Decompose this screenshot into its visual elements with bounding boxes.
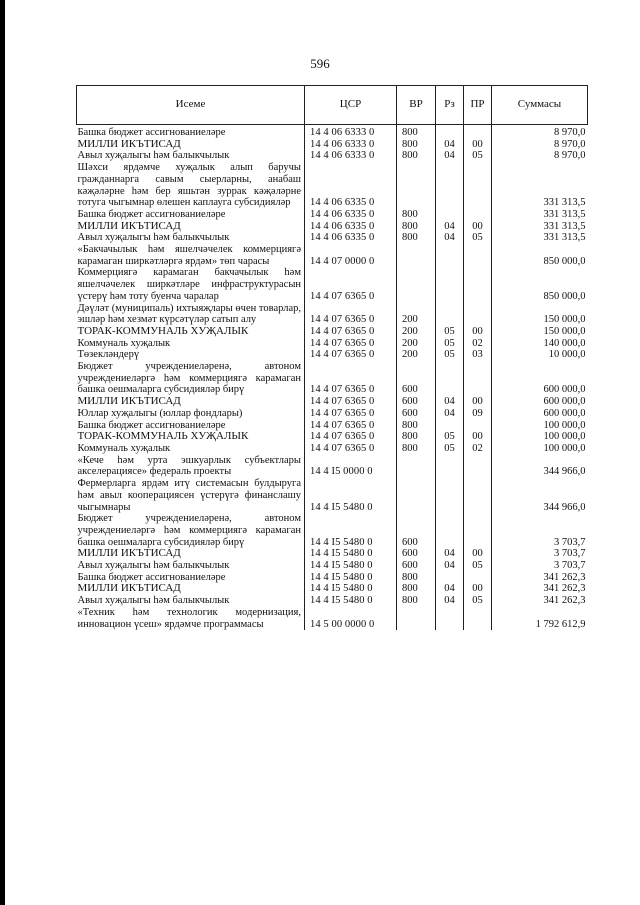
row-pr-code: 00: [464, 583, 492, 595]
row-rz-code: 04: [436, 560, 464, 572]
row-vr-code: 200: [397, 349, 436, 361]
row-name: Башка бюджет ассигнованиеләре: [77, 571, 226, 583]
page-number: 596: [310, 56, 330, 71]
row-amount: 150 000,0: [492, 326, 588, 338]
table-row: [77, 408, 588, 420]
table-row: [77, 595, 588, 607]
row-csr-code: 14 4 06 6335 0: [305, 162, 397, 209]
table-row: [77, 548, 588, 560]
row-csr-code: 14 4 06 6333 0: [305, 150, 397, 162]
row-csr-code: 14 4 I5 5480 0: [305, 583, 397, 595]
table-row: [77, 267, 588, 302]
row-amount: 8 970,0: [492, 139, 588, 151]
row-amount: 100 000,0: [492, 420, 588, 432]
row-csr-code: 14 4 07 6365 0: [305, 267, 397, 302]
row-name: МИЛЛИ ИКЪТИСАД: [77, 582, 181, 595]
table-row: [77, 162, 588, 209]
table-row: [77, 150, 588, 162]
row-name: Авыл хуҗалыгы һәм балыкчылык: [77, 560, 230, 572]
row-rz-code: 05: [436, 443, 464, 455]
row-vr-code: [397, 478, 436, 513]
row-csr-code: 14 4 07 6365 0: [305, 338, 397, 350]
row-amount: 100 000,0: [492, 431, 588, 443]
table-row: [77, 139, 588, 151]
row-name: «Бакчачылык һәм яшелчәчелек коммерциягә карамаган ширкәтләргә ярдәм» төп чарасы: [77, 244, 301, 267]
row-name: «Кече һәм урта эшкуарлык субъектлары акселерациясе» федераль проекты: [77, 454, 301, 478]
row-pr-code: 03: [464, 349, 492, 361]
row-rz-code: [436, 361, 464, 396]
row-rz-code: [436, 420, 464, 432]
row-vr-code: 600: [397, 396, 436, 408]
row-pr-code: [464, 162, 492, 209]
row-rz-code: 04: [436, 396, 464, 408]
row-csr-code: 14 4 I5 5480 0: [305, 513, 397, 548]
row-name: Башка бюджет ассигнованиеләре: [77, 127, 226, 138]
row-name: Башка бюджет ассигнованиеләре: [77, 208, 226, 220]
row-amount: 3 703,7: [492, 548, 588, 560]
row-pr-code: [464, 244, 492, 267]
row-pr-code: 05: [464, 595, 492, 607]
row-name: Авыл хуҗалыгы һәм балыкчылык: [77, 232, 230, 244]
row-vr-code: 800: [397, 443, 436, 455]
row-amount: 600 000,0: [492, 396, 588, 408]
column-header-sum: Суммасы: [492, 86, 588, 125]
row-vr-code: 800: [397, 139, 436, 151]
row-amount: 331 313,5: [492, 209, 588, 221]
row-csr-code: 14 4 06 6335 0: [305, 209, 397, 221]
table-row: [77, 326, 588, 338]
row-name: «Техник һәм технологик модернизация, инновацион үсеш» ярдәмче программасы: [77, 606, 301, 630]
row-amount: 331 313,5: [492, 162, 588, 209]
row-rz-code: 04: [436, 548, 464, 560]
table-row: [77, 232, 588, 244]
row-name: ТОРАК-КОММУНАЛЬ ХУҖАЛЫК: [77, 324, 249, 337]
row-pr-code: 00: [464, 326, 492, 338]
table-row: [77, 209, 588, 221]
row-name: МИЛЛИ ИКЪТИСАД: [77, 219, 181, 232]
row-vr-code: 600: [397, 361, 436, 396]
row-amount: 331 313,5: [492, 221, 588, 233]
row-name: Авыл хуҗалыгы һәм балыкчылык: [77, 150, 230, 162]
row-pr-code: [464, 361, 492, 396]
row-vr-code: 600: [397, 548, 436, 560]
row-pr-code: [464, 303, 492, 326]
row-amount: 600 000,0: [492, 408, 588, 420]
row-name: МИЛЛИ ИКЪТИСАД: [77, 547, 181, 560]
row-rz-code: [436, 607, 464, 630]
table-body: [77, 125, 588, 631]
row-vr-code: 200: [397, 338, 436, 350]
row-rz-code: [436, 267, 464, 302]
row-pr-code: [464, 607, 492, 630]
table-row: [77, 349, 588, 361]
row-amount: 341 262,3: [492, 595, 588, 607]
row-amount: 600 000,0: [492, 361, 588, 396]
row-rz-code: 04: [436, 221, 464, 233]
row-csr-code: 14 4 07 6365 0: [305, 443, 397, 455]
row-vr-code: 600: [397, 513, 436, 548]
row-csr-code: 14 4 06 6335 0: [305, 232, 397, 244]
row-rz-code: [436, 244, 464, 267]
budget-table: [76, 85, 588, 630]
row-name: МИЛЛИ ИКЪТИСАД: [77, 395, 181, 408]
row-vr-code: 800: [397, 420, 436, 432]
row-csr-code: 14 4 07 6365 0: [305, 349, 397, 361]
table-row: [77, 560, 588, 572]
table-row: [77, 396, 588, 408]
row-rz-code: [436, 513, 464, 548]
table-row: [77, 583, 588, 595]
row-pr-code: 00: [464, 548, 492, 560]
row-pr-code: [464, 513, 492, 548]
row-csr-code: 14 4 06 6335 0: [305, 221, 397, 233]
row-name: Фермерларга ярдәм итү системасын булдыруга һәм авыл кооперациясен үстерүгә финанслашу чыгымнары: [77, 478, 301, 513]
row-amount: 344 966,0: [492, 478, 588, 513]
row-vr-code: 800: [397, 209, 436, 221]
row-pr-code: 00: [464, 221, 492, 233]
row-csr-code: 14 4 07 6365 0: [305, 420, 397, 432]
row-csr-code: 14 4 I5 5480 0: [305, 548, 397, 560]
row-vr-code: 600: [397, 408, 436, 420]
row-amount: 850 000,0: [492, 267, 588, 302]
row-rz-code: [436, 125, 464, 139]
row-pr-code: 09: [464, 408, 492, 420]
row-rz-code: [436, 572, 464, 584]
row-name: Юллар хуҗалыгы (юллар фондлары): [77, 407, 243, 419]
row-pr-code: 02: [464, 443, 492, 455]
row-pr-code: [464, 572, 492, 584]
row-name: Төзекләндерү: [77, 349, 140, 361]
row-name: Бюджет учреждениеләренә, автоном учреждениеләргә һәм коммерциягә карамаган башка оешмаларга субсидияләр бирү: [77, 513, 301, 548]
table-row: [77, 244, 588, 267]
row-pr-code: 05: [464, 560, 492, 572]
row-csr-code: 14 4 07 6365 0: [305, 326, 397, 338]
table-row: [77, 221, 588, 233]
row-rz-code: 04: [436, 408, 464, 420]
row-vr-code: [397, 244, 436, 267]
column-header-name: Исеме: [77, 86, 305, 125]
row-vr-code: 800: [397, 125, 436, 139]
row-vr-code: 800: [397, 221, 436, 233]
row-csr-code: 14 5 00 0000 0: [305, 607, 397, 630]
row-amount: 850 000,0: [492, 244, 588, 267]
row-rz-code: 04: [436, 595, 464, 607]
row-vr-code: [397, 267, 436, 302]
table-row: [77, 303, 588, 326]
row-pr-code: 05: [464, 232, 492, 244]
row-vr-code: 600: [397, 560, 436, 572]
column-header-pr: ПР: [464, 86, 492, 125]
page-binding-edge: [0, 0, 5, 905]
row-csr-code: 14 4 I5 5480 0: [305, 560, 397, 572]
row-csr-code: 14 4 I5 5480 0: [305, 595, 397, 607]
row-csr-code: 14 4 07 6365 0: [305, 396, 397, 408]
table-row: [77, 607, 588, 630]
row-csr-code: 14 4 07 6365 0: [305, 303, 397, 326]
row-pr-code: [464, 478, 492, 513]
row-rz-code: [436, 478, 464, 513]
row-vr-code: [397, 162, 436, 209]
row-vr-code: 800: [397, 431, 436, 443]
row-csr-code: 14 4 07 6365 0: [305, 431, 397, 443]
row-amount: 344 966,0: [492, 455, 588, 478]
row-csr-code: 14 4 I5 5480 0: [305, 478, 397, 513]
table-header-row: [77, 86, 588, 125]
row-rz-code: [436, 303, 464, 326]
table-row: [77, 455, 588, 478]
column-header-vr: ВР: [397, 86, 436, 125]
row-name: Коммуналь хуҗалык: [77, 337, 171, 349]
column-header-csr: ЦСР: [305, 86, 397, 125]
row-vr-code: [397, 455, 436, 478]
row-name: Коммуналь хуҗалык: [77, 442, 171, 454]
row-pr-code: [464, 125, 492, 139]
row-amount: 10 000,0: [492, 349, 588, 361]
row-rz-code: 05: [436, 338, 464, 350]
row-amount: 140 000,0: [492, 338, 588, 350]
row-vr-code: 800: [397, 572, 436, 584]
table-row: [77, 443, 588, 455]
row-amount: 8 970,0: [492, 150, 588, 162]
row-rz-code: 05: [436, 431, 464, 443]
row-pr-code: 00: [464, 139, 492, 151]
row-vr-code: 200: [397, 326, 436, 338]
row-vr-code: 800: [397, 150, 436, 162]
row-pr-code: [464, 420, 492, 432]
row-rz-code: [436, 162, 464, 209]
row-rz-code: 04: [436, 583, 464, 595]
table-row: [77, 478, 588, 513]
row-vr-code: 800: [397, 232, 436, 244]
row-amount: 1 792 612,9: [492, 607, 588, 630]
row-pr-code: 05: [464, 150, 492, 162]
table-row: [77, 338, 588, 350]
row-vr-code: [397, 607, 436, 630]
row-amount: 341 262,3: [492, 572, 588, 584]
table-row: [77, 361, 588, 396]
row-amount: 150 000,0: [492, 303, 588, 326]
row-rz-code: 04: [436, 139, 464, 151]
row-name: ТОРАК-КОММУНАЛЬ ХУҖАЛЫК: [77, 430, 249, 443]
row-csr-code: 14 4 06 6333 0: [305, 139, 397, 151]
row-pr-code: 00: [464, 396, 492, 408]
table-row: [77, 431, 588, 443]
row-name: Коммерциягә карамаган бакчачылык һәм яшелчәчелек ширкәтләре инфраструктурасын үстерү һәм тоту буенча чаралар: [77, 267, 301, 302]
row-amount: 331 313,5: [492, 232, 588, 244]
row-csr-code: 14 4 07 0000 0: [305, 244, 397, 267]
row-rz-code: [436, 209, 464, 221]
row-name: Бюджет учреждениеләренә, автоном учреждениеләргә һәм коммерциягә карамаган башка оешмаларга субсидияләр бирү: [77, 361, 301, 396]
row-name: Шәхси ярдәмче хуҗалык алып баручы гражданнарга савым сыерларны, анабаш кәҗәләрне һәм бер яшьтән зуррак кәҗәләрне тотуга чыгымнар өлешен каплауга субсидияләр: [77, 162, 301, 209]
row-csr-code: 14 4 06 6333 0: [305, 125, 397, 139]
row-rz-code: 05: [436, 326, 464, 338]
row-amount: 8 970,0: [492, 125, 588, 139]
row-amount: 100 000,0: [492, 443, 588, 455]
row-csr-code: 14 4 07 6365 0: [305, 361, 397, 396]
row-pr-code: [464, 267, 492, 302]
row-rz-code: [436, 455, 464, 478]
table-row: [77, 513, 588, 548]
row-pr-code: 00: [464, 431, 492, 443]
row-rz-code: 05: [436, 349, 464, 361]
row-amount: 3 703,7: [492, 513, 588, 548]
row-name: Башка бюджет ассигнованиеләре: [77, 419, 226, 431]
row-vr-code: 800: [397, 583, 436, 595]
row-pr-code: 02: [464, 338, 492, 350]
row-pr-code: [464, 455, 492, 478]
row-pr-code: [464, 209, 492, 221]
row-vr-code: 800: [397, 595, 436, 607]
row-csr-code: 14 4 07 6365 0: [305, 408, 397, 420]
column-header-rz: Рз: [436, 86, 464, 125]
row-name: Авыл хуҗалыгы һәм балыкчылык: [77, 595, 230, 607]
row-name: МИЛЛИ ИКЪТИСАД: [77, 137, 181, 150]
row-amount: 3 703,7: [492, 560, 588, 572]
row-name: Дәүләт (муниципаль) ихтыяҗлары өчен товарлар, эшләр һәм хезмәт күрсәтүләр сатып алу: [77, 302, 301, 326]
row-vr-code: 200: [397, 303, 436, 326]
row-amount: 341 262,3: [492, 583, 588, 595]
row-csr-code: 14 4 I5 0000 0: [305, 455, 397, 478]
row-csr-code: 14 4 I5 5480 0: [305, 572, 397, 584]
row-rz-code: 04: [436, 232, 464, 244]
table-row: [77, 125, 588, 139]
row-rz-code: 04: [436, 150, 464, 162]
